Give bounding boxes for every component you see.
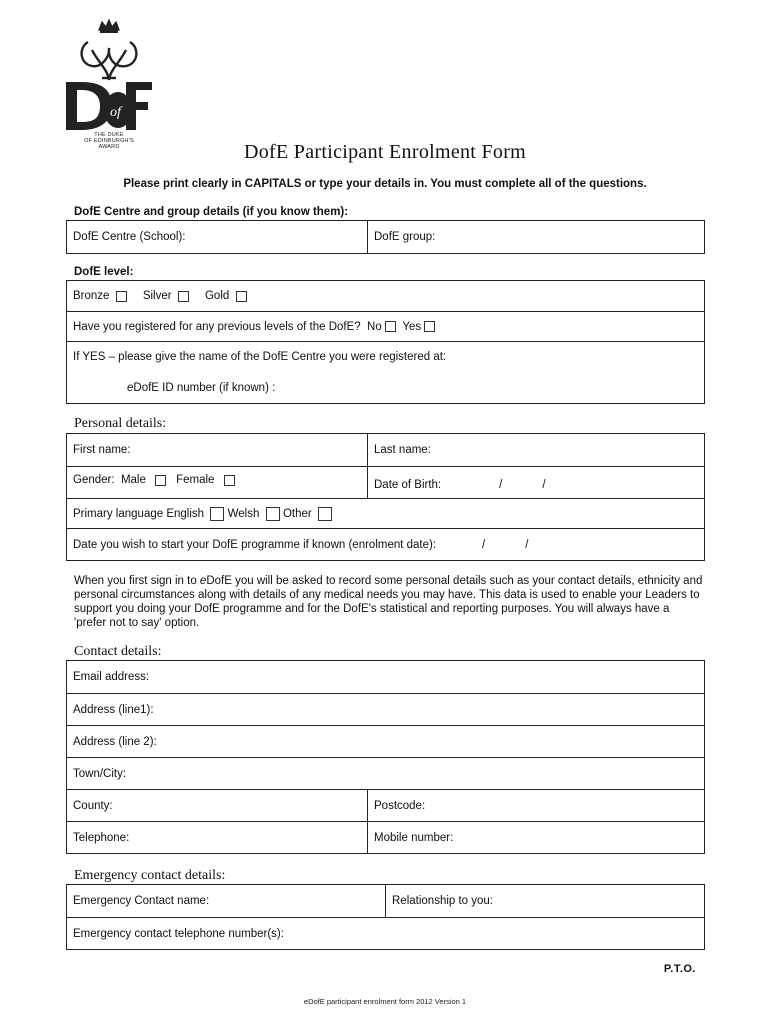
dob-field[interactable]	[368, 467, 704, 498]
form-title: DofE Participant Enrolment Form	[243, 141, 527, 163]
name-row	[67, 434, 704, 466]
emergency-section-label: Emergency contact details:	[74, 868, 226, 883]
postcode-field[interactable]	[368, 790, 704, 821]
town-row[interactable]	[67, 757, 704, 789]
group-label: DofE group:	[374, 231, 436, 243]
level-box	[66, 280, 705, 404]
female-checkbox[interactable]	[224, 475, 235, 486]
emergency-phone-label: Emergency contact telephone number(s):	[73, 927, 284, 940]
male-checkbox[interactable]	[155, 475, 166, 486]
instructions: Please print clearly in CAPITALS or type your details in. You must complete all of the questions.	[123, 178, 647, 190]
centre-box	[66, 220, 705, 254]
logo-line: AWARD	[98, 144, 120, 150]
telephone-label: Telephone:	[73, 831, 130, 844]
start-date-row[interactable]	[67, 528, 704, 560]
yes-label: Yes	[402, 320, 422, 333]
silver-checkbox[interactable]	[178, 291, 189, 302]
centre-row	[67, 221, 704, 253]
notice-text: DofE you will be asked to record some personal details such as your contact details, ethnicity and personal circumstances along with details of any medical needs you may have. This data is used to enable your Leaders to support you doing your DofE programme and for the DofE's statistical and reporting purposes. You will always have a 'prefer not to say' option.	[74, 575, 703, 629]
dofe-letters-icon	[66, 82, 152, 130]
if-yes-label: If YES – please give the name of the DofE Centre you were registered at:	[73, 351, 447, 363]
english-checkbox[interactable]	[210, 507, 224, 521]
first-name-field[interactable]	[67, 434, 367, 466]
logo-line: OF EDINBURGH'S	[84, 138, 134, 144]
bronze-label: Bronze	[73, 290, 110, 302]
edofe-id-text: DofE ID number (if known) :	[133, 382, 276, 394]
phone-row	[67, 821, 704, 853]
language-label: Primary language English	[73, 507, 205, 520]
emergency-name-field[interactable]	[67, 885, 385, 917]
last-name-label: Last name:	[374, 444, 431, 456]
other-checkbox[interactable]	[318, 507, 332, 521]
relationship-field[interactable]	[386, 885, 704, 917]
emergency-name-row	[67, 885, 704, 917]
county-label: County:	[73, 799, 113, 812]
emergency-phone-row[interactable]	[67, 917, 704, 949]
centre-field[interactable]	[67, 221, 367, 253]
crown-icon	[99, 20, 119, 33]
first-name-label: First name:	[73, 444, 131, 456]
personal-section-label: Personal details:	[74, 416, 167, 431]
address2-label: Address (line 2):	[73, 735, 157, 748]
dob-separator: /	[499, 479, 503, 491]
cipher-icon	[82, 42, 137, 80]
female-label: Female	[176, 474, 215, 486]
gold-label: Gold	[204, 290, 230, 302]
other-label: Other	[282, 507, 312, 520]
gender-dob-row	[67, 466, 704, 498]
no-checkbox[interactable]	[385, 321, 396, 332]
dob-separator: /	[542, 479, 546, 491]
level-section-label: DofE level:	[74, 266, 134, 278]
male-label: Male	[120, 474, 146, 486]
silver-label: Silver	[142, 290, 172, 302]
mobile-label: Mobile number:	[374, 831, 454, 844]
postcode-label: Postcode:	[374, 799, 426, 812]
centre-label: DofE Centre (School):	[73, 231, 186, 243]
personal-box	[66, 433, 705, 561]
contact-section-label: Contact details:	[74, 644, 162, 659]
logo-line: THE DUKE	[94, 132, 124, 138]
relationship-label: Relationship to you:	[392, 895, 494, 907]
edofe-e: e	[127, 382, 134, 394]
yes-checkbox[interactable]	[424, 321, 435, 332]
footer-text: eDofE participant enrolment form 2012 Version 1	[303, 997, 467, 1006]
gender-label: Gender:	[73, 474, 115, 486]
previous-centre-row[interactable]	[67, 341, 704, 403]
start-date-label: Date you wish to start your DofE programme if known (enrolment date):	[73, 538, 437, 551]
emergency-name-label: Emergency Contact name:	[73, 895, 210, 907]
mobile-field[interactable]	[368, 822, 704, 853]
gold-checkbox[interactable]	[236, 291, 247, 302]
previous-level-row	[67, 311, 704, 341]
previous-level-question: Have you registered for any previous levels of the DofE?	[73, 320, 361, 333]
address2-row[interactable]	[67, 725, 704, 757]
language-row	[67, 498, 704, 528]
pto-label: P.T.O.	[663, 963, 696, 975]
emergency-box	[66, 884, 705, 950]
address1-label: Address (line1):	[73, 703, 154, 716]
county-field[interactable]	[67, 790, 367, 821]
last-name-field[interactable]	[368, 434, 704, 466]
start-date-separator: /	[525, 538, 529, 551]
no-label: No	[367, 320, 382, 333]
email-row[interactable]	[67, 661, 704, 693]
bronze-checkbox[interactable]	[116, 291, 127, 302]
welsh-label: Welsh	[227, 507, 260, 520]
group-field[interactable]	[368, 221, 704, 253]
centre-section-label: DofE Centre and group details (if you know them):	[74, 206, 349, 218]
notice-text: When you first sign in to	[74, 575, 200, 587]
of-monogram: of	[110, 105, 121, 120]
email-label: Email address:	[73, 671, 150, 683]
address1-row[interactable]	[67, 693, 704, 725]
contact-box	[66, 660, 705, 854]
welsh-checkbox[interactable]	[266, 507, 280, 521]
personal-data-notice	[74, 574, 704, 630]
dob-label: Date of Birth:	[374, 479, 442, 491]
county-postcode-row	[67, 789, 704, 821]
town-label: Town/City:	[73, 767, 127, 780]
level-row	[67, 281, 704, 311]
edofe-id-label	[127, 382, 275, 394]
start-date-separator: /	[482, 538, 486, 551]
telephone-field[interactable]	[67, 822, 367, 853]
notice-e: e	[199, 575, 207, 587]
